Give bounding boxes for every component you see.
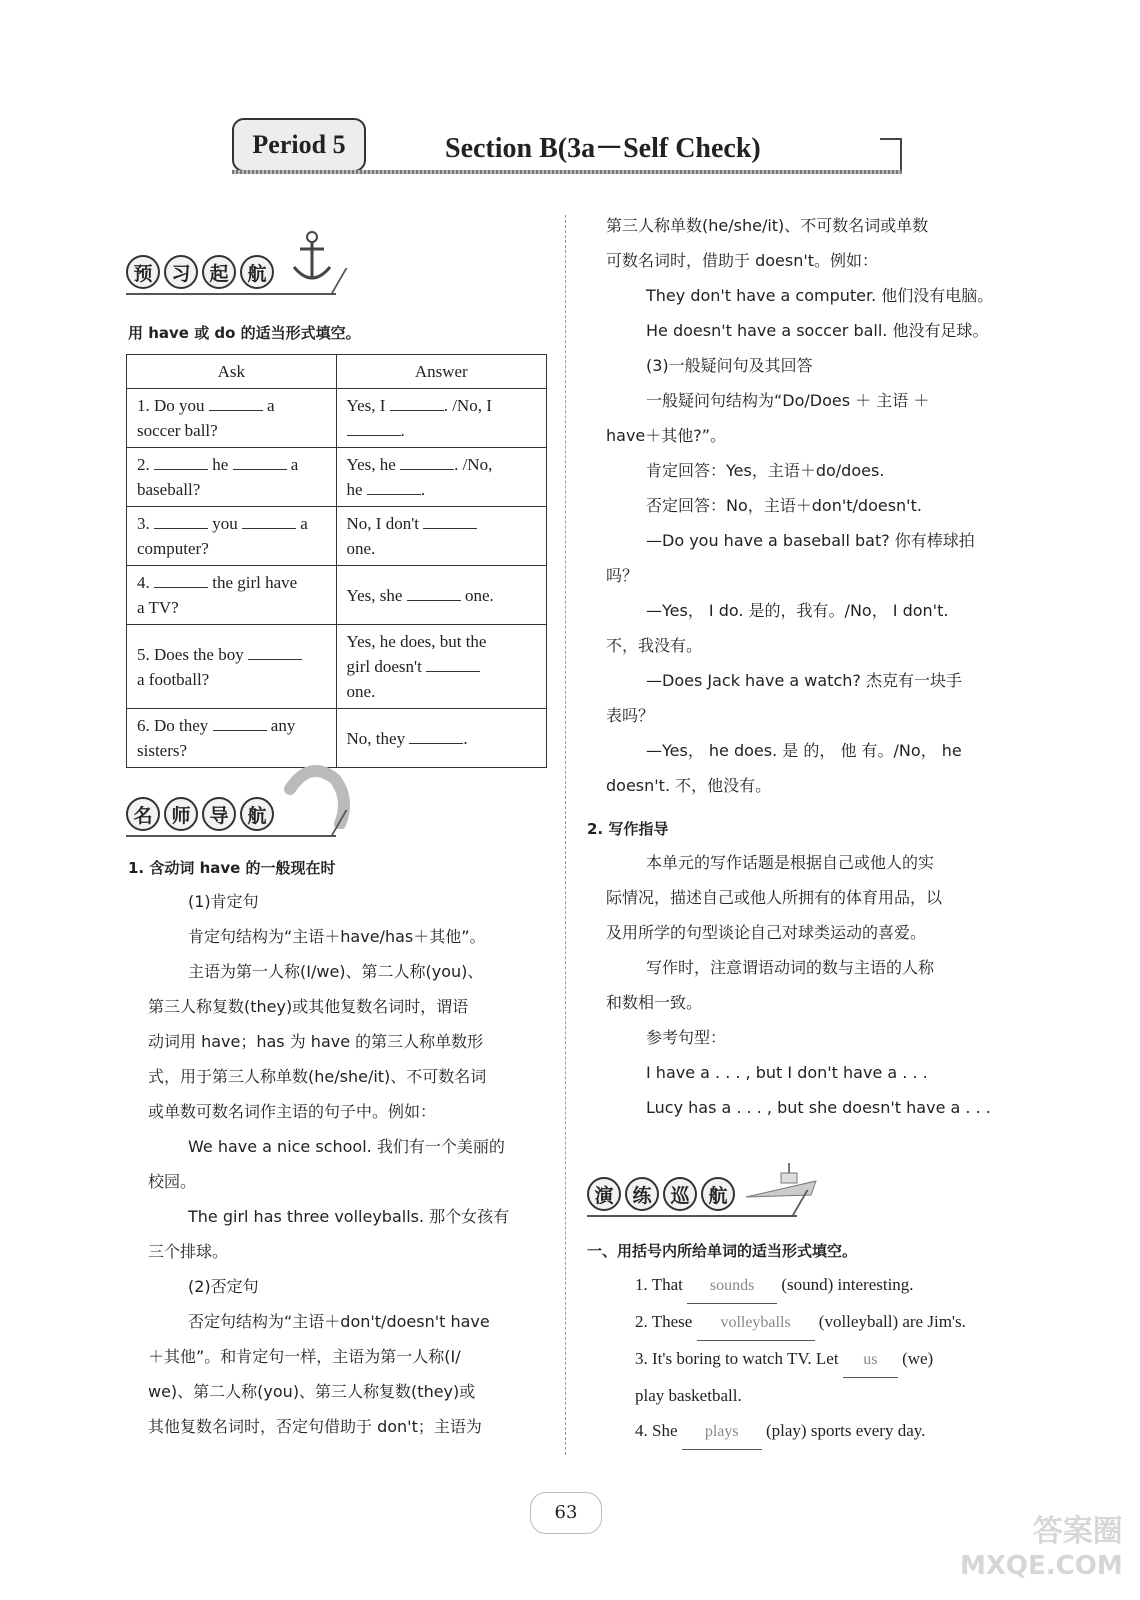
blank[interactable] xyxy=(213,714,267,731)
blank[interactable] xyxy=(209,394,263,411)
blank[interactable] xyxy=(347,419,401,436)
exercise-list xyxy=(635,1267,1015,1450)
banner-char: 演 xyxy=(587,1177,621,1211)
exercise-table xyxy=(126,354,547,768)
banner-preview xyxy=(126,255,342,289)
column-divider xyxy=(565,215,566,1455)
banner-char: 导 xyxy=(202,797,236,831)
banner-char: 预 xyxy=(126,255,160,289)
anchor-icon xyxy=(282,227,342,287)
answer-blank[interactable]: us xyxy=(843,1342,898,1378)
table-row: 6. Do they any sisters? No, they . xyxy=(127,709,547,768)
banner-char: 巡 xyxy=(663,1177,697,1211)
writing-text: 本单元的写作话题是根据自己或他人的实 际情况，描述自己或他人所拥有的体育用品，以 及用所学的句型谈论自己对球类运动的喜爱。 写作时，注意谓语动词的数与主语的人称 和数相一致。 参考句型： I have a . . . , but I don't have a . . . Lucy has a . . . , but she doesn't have a . . . xyxy=(606,853,991,1117)
table-row: 1. Do you a soccer ball? Yes, I . /No, I . xyxy=(127,389,547,448)
table-instruction: 用 have 或 do 的适当形式填空。 xyxy=(128,324,361,342)
exercise-item: 1. That sounds (sound) interesting. xyxy=(635,1267,1015,1304)
blank[interactable] xyxy=(407,584,461,601)
blank[interactable] xyxy=(233,453,287,470)
exercise-heading: 一、用括号内所给单词的适当形式填空。 xyxy=(587,1242,858,1260)
blank[interactable] xyxy=(154,512,208,529)
header-divider xyxy=(232,170,902,174)
page-number: 63 xyxy=(530,1492,602,1534)
ship-icon xyxy=(741,1159,821,1209)
answer-blank[interactable]: volleyballs xyxy=(697,1305,815,1341)
exercise-item: 3. It's boring to watch TV. Let us (we) xyxy=(635,1341,1015,1378)
exercise-item: 2. These volleyballs (volleyball) are Jim's. xyxy=(635,1304,1015,1341)
banner-guide xyxy=(126,797,350,831)
guide-text: (1)肯定句 肯定句结构为“主语＋have/has＋其他”。 主语为第一人称(I/we)、第二人称(you)、 第三人称复数(they)或其他复数名词时，谓语 动词用 have；has 为 have 的第三人称单数形 式，用于第三人称单数(he/she/it)、不可数名词 或单数可数名词作主语的句子中。例如： We have a nice school. 我们有一个美丽的 校园。 The girl has three volleyballs. 那个女孩有 三个排球。 (2)否定句 否定句结构为“主语＋don't/doesn't have ＋其他”。和肯定句一样，主语为第一人称(I/ we)、第二人称(you)、第三人称复数(they)或 其他复数名词时，否定句借助于 don't；主语为 xyxy=(148,892,510,1436)
answer-blank[interactable]: plays xyxy=(682,1414,762,1450)
banner-char: 航 xyxy=(240,797,274,831)
banner-char: 航 xyxy=(240,255,274,289)
blank[interactable] xyxy=(409,727,463,744)
banner-char: 名 xyxy=(126,797,160,831)
banner-underline xyxy=(126,293,336,295)
answer-blank[interactable]: sounds xyxy=(687,1268,777,1304)
table-row: 2. he a baseball? Yes, he . /No, he . xyxy=(127,448,547,507)
blank[interactable] xyxy=(423,512,477,529)
table-row: 5. Does the boy a football? Yes, he does, but the girl doesn't one. xyxy=(127,625,547,709)
banner-char: 师 xyxy=(164,797,198,831)
blank[interactable] xyxy=(154,571,208,588)
blank[interactable] xyxy=(367,478,421,495)
period-label: Period 5 xyxy=(232,118,366,172)
banner-char: 练 xyxy=(625,1177,659,1211)
writing-heading: 2. 写作指导 xyxy=(587,820,669,838)
blank[interactable] xyxy=(154,453,208,470)
table-header-ask: Ask xyxy=(127,355,337,389)
watermark: 答案圈 MXQE.COM xyxy=(960,1514,1123,1581)
exercise-table-wrap xyxy=(126,354,547,768)
banner-char: 起 xyxy=(202,255,236,289)
banner-practice xyxy=(587,1177,821,1211)
banner-char: 习 xyxy=(164,255,198,289)
table-row: 3. you a computer? No, I don't one. xyxy=(127,507,547,566)
table-row: 4. the girl have a TV? Yes, she one. xyxy=(127,566,547,625)
exercise-item: 4. She plays (play) sports every day. xyxy=(635,1413,1015,1450)
blank[interactable] xyxy=(400,453,454,470)
section-title: Section B(3a－Self Check) xyxy=(445,133,761,164)
table-header-answer: Answer xyxy=(336,355,546,389)
blank[interactable] xyxy=(426,655,480,672)
grammar-text: 第三人称单数(he/she/it)、不可数名词或单数 可数名词时，借助于 doesn't。例如： They don't have a computer. 他们没有电脑。 He doesn't have a soccer ball. 他没有足球。 (3)一般疑问句及其回答 一般疑问句结构为“Do/Does ＋ 主语 ＋ have＋其他?”。 肯定回答：Yes，主语＋do/does. 否定回答：No，主语＋don't/doesn't. —Do you have a baseball bat? 你有棒球拍 吗？ —Yes， I do. 是的，我有。/No， I don't. 不，我没有。 —Does Jack have a watch? 杰克有一块手 表吗？ —Yes， he does. 是 的， 他 有。/No， he doesn't. 不，他没有。 xyxy=(606,216,994,795)
exercise-item-cont: play basketball. xyxy=(635,1386,742,1405)
blank[interactable] xyxy=(242,512,296,529)
blank[interactable] xyxy=(248,643,302,660)
banner-underline xyxy=(126,835,336,837)
banner-char: 航 xyxy=(701,1177,735,1211)
banner-underline xyxy=(587,1215,797,1217)
guide-heading: 1. 含动词 have 的一般现在时 xyxy=(128,859,336,877)
header-bracket xyxy=(880,138,902,170)
blank[interactable] xyxy=(390,394,444,411)
